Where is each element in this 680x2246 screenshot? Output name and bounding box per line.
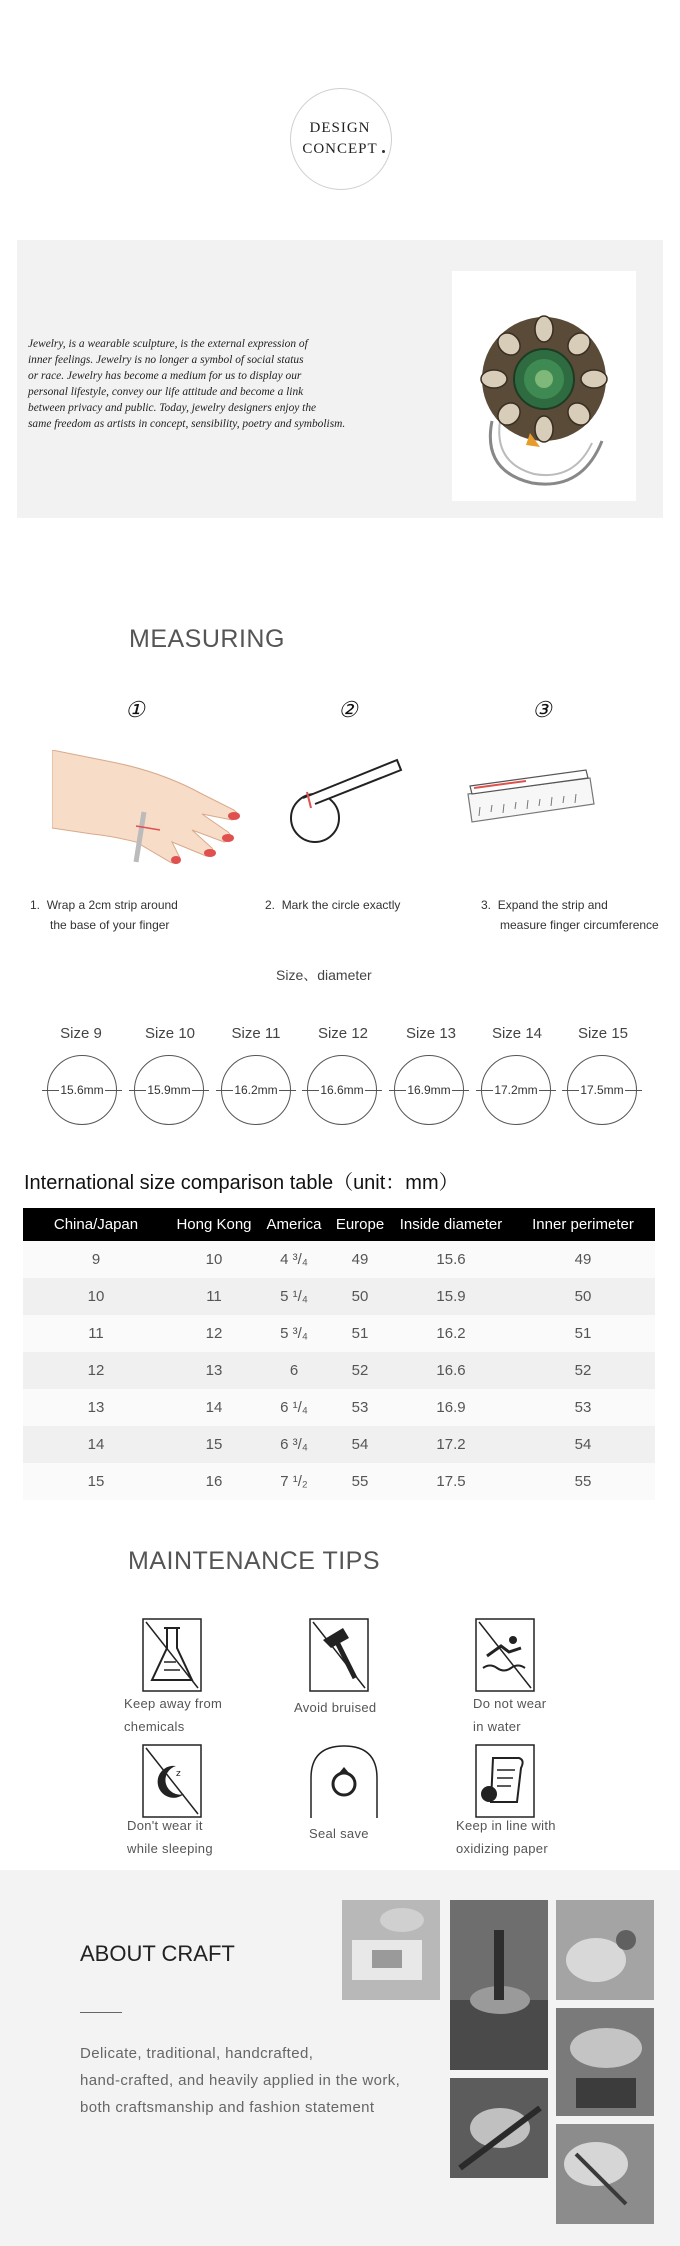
tip-line: in water bbox=[473, 1719, 521, 1734]
craft-photo bbox=[342, 1900, 440, 2000]
tip-line: Keep away from bbox=[124, 1696, 223, 1711]
ruler-illustration bbox=[466, 764, 596, 834]
table-cell: 52 bbox=[511, 1352, 655, 1389]
table-cell: 4 ³/₄ bbox=[259, 1241, 329, 1278]
table-cell: 55 bbox=[511, 1463, 655, 1500]
table-cell: 10 bbox=[23, 1278, 169, 1315]
ring-sketch-image bbox=[452, 271, 636, 501]
column-header: Europe bbox=[329, 1208, 391, 1241]
table-cell: 16.6 bbox=[391, 1352, 511, 1389]
table-cell: 17.5 bbox=[391, 1463, 511, 1500]
table-cell: 54 bbox=[511, 1426, 655, 1463]
hammer-icon bbox=[309, 1618, 369, 1692]
size-comparison-table bbox=[23, 1208, 655, 1500]
tip-label bbox=[294, 1696, 376, 1719]
table-cell: 50 bbox=[329, 1278, 391, 1315]
table-cell: 13 bbox=[169, 1352, 259, 1389]
tip-line: Do not wear bbox=[473, 1696, 547, 1711]
step-caption-1 bbox=[30, 895, 178, 935]
step-1-line2: the base of your finger bbox=[50, 918, 170, 932]
size-circle bbox=[134, 1055, 204, 1125]
step-marker-3: ③ bbox=[532, 697, 552, 722]
step-num-1: 1. bbox=[30, 898, 41, 912]
size-diameter: 15.9mm bbox=[147, 1083, 191, 1097]
design-concept-line2: CONCEPT bbox=[302, 141, 378, 157]
table-cell: 49 bbox=[329, 1241, 391, 1278]
table-cell: 11 bbox=[169, 1278, 259, 1315]
table-row bbox=[23, 1278, 655, 1315]
jewelry-text-line: inner feelings. Jewelry is no longer a symbol of social status bbox=[28, 354, 304, 366]
jewelry-text-line: between privacy and public. Today, jewelry designers enjoy the bbox=[28, 402, 317, 414]
step-num-2: 2. bbox=[265, 898, 276, 912]
maintenance-title: MAINTENANCE TIPS bbox=[128, 1547, 381, 1575]
column-header: China/Japan bbox=[23, 1208, 169, 1241]
table-header-row bbox=[23, 1208, 655, 1241]
table-cell: 15.9 bbox=[391, 1278, 511, 1315]
size-label: Size 14 bbox=[491, 1025, 543, 1042]
size-diameter: 17.5mm bbox=[580, 1083, 624, 1097]
table-cell: 11 bbox=[23, 1315, 169, 1352]
column-header: Hong Kong bbox=[169, 1208, 259, 1241]
table-cell: 17.2 bbox=[391, 1426, 511, 1463]
size-diameter: 16.6mm bbox=[320, 1083, 364, 1097]
step-3-line1: Expand the strip and bbox=[497, 898, 608, 912]
sealed-ring-icon bbox=[309, 1744, 379, 1820]
tip-line: Don't wear it bbox=[127, 1818, 203, 1833]
table-cell: 14 bbox=[23, 1426, 169, 1463]
column-header: Inside diameter bbox=[391, 1208, 511, 1241]
table-cell: 10 bbox=[169, 1241, 259, 1278]
design-concept-title bbox=[290, 118, 390, 160]
table-cell: 16 bbox=[169, 1463, 259, 1500]
size-label: Size 12 bbox=[317, 1025, 369, 1042]
size-circle bbox=[394, 1055, 464, 1125]
size-diameter-label: Size、diameter bbox=[276, 967, 372, 983]
measuring-title: MEASURING bbox=[129, 625, 285, 653]
table-cell: 52 bbox=[329, 1352, 391, 1389]
step-marker-1: ① bbox=[125, 697, 145, 722]
jewelry-concept-text bbox=[28, 336, 448, 432]
dot-decoration bbox=[382, 150, 385, 153]
tip-label bbox=[309, 1822, 369, 1845]
table-cell: 9 bbox=[23, 1241, 169, 1278]
table-row bbox=[23, 1315, 655, 1352]
size-circle bbox=[47, 1055, 117, 1125]
step-caption-3 bbox=[481, 895, 659, 935]
table-cell: 50 bbox=[511, 1278, 655, 1315]
table-cell: 5 ¹/₄ bbox=[259, 1278, 329, 1315]
size-label: Size 15 bbox=[577, 1025, 629, 1042]
tip-line: Seal save bbox=[309, 1826, 369, 1841]
size-label: Size 11 bbox=[231, 1025, 281, 1042]
size-diameter: 15.6mm bbox=[60, 1083, 104, 1097]
table-cell: 54 bbox=[329, 1426, 391, 1463]
tip-label bbox=[124, 1692, 222, 1738]
jewelry-text-line: Jewelry, is a wearable sculpture, is the external expression of bbox=[28, 338, 308, 350]
table-cell: 7 ¹/₂ bbox=[259, 1463, 329, 1500]
table-cell: 15.6 bbox=[391, 1241, 511, 1278]
tip-line: Keep in line with bbox=[456, 1818, 556, 1833]
size-diameter: 16.9mm bbox=[407, 1083, 451, 1097]
craft-photo bbox=[556, 2124, 654, 2224]
jewelry-text-line: personal lifestyle, convey our life attitude and become a link bbox=[28, 386, 304, 398]
size-diameter: 17.2mm bbox=[494, 1083, 538, 1097]
size-diameter: 16.2mm bbox=[234, 1083, 278, 1097]
jewelry-text-line: or race. Jewelry has become a medium for us to display our bbox=[28, 370, 302, 382]
step-marker-2: ② bbox=[338, 697, 358, 722]
craft-line: Delicate, traditional, handcrafted, bbox=[80, 2045, 314, 2062]
step-2-line1: Mark the circle exactly bbox=[281, 898, 401, 912]
about-craft-text bbox=[80, 2040, 440, 2121]
tip-label bbox=[473, 1692, 546, 1738]
chemical-flask-icon bbox=[142, 1618, 202, 1692]
size-circle bbox=[307, 1055, 377, 1125]
table-cell: 15 bbox=[169, 1426, 259, 1463]
column-header: America bbox=[259, 1208, 329, 1241]
craft-line: both craftsmanship and fashion statement bbox=[80, 2099, 375, 2116]
swimmer-icon bbox=[475, 1618, 535, 1692]
table-cell: 6 bbox=[259, 1352, 329, 1389]
size-circle bbox=[221, 1055, 291, 1125]
craft-photo bbox=[450, 1900, 548, 2070]
tip-line: Avoid bruised bbox=[294, 1700, 377, 1715]
sleep-moon-icon bbox=[142, 1744, 202, 1818]
table-cell: 12 bbox=[23, 1352, 169, 1389]
tip-line: chemicals bbox=[124, 1719, 185, 1734]
table-cell: 16.9 bbox=[391, 1389, 511, 1426]
table-cell: 6 ³/₄ bbox=[259, 1426, 329, 1463]
table-cell: 5 ³/₄ bbox=[259, 1315, 329, 1352]
table-cell: 12 bbox=[169, 1315, 259, 1352]
tip-label bbox=[456, 1814, 556, 1860]
craft-line: hand-crafted, and heavily applied in the work, bbox=[80, 2072, 401, 2089]
table-cell: 51 bbox=[329, 1315, 391, 1352]
table-row bbox=[23, 1241, 655, 1278]
size-label: Size 10 bbox=[144, 1025, 196, 1042]
table-cell: 16.2 bbox=[391, 1315, 511, 1352]
size-table-title: International size comparison table（unit：mm） bbox=[24, 1172, 459, 1194]
tip-line: while sleeping bbox=[127, 1841, 213, 1856]
design-concept-line1: DESIGN bbox=[309, 120, 371, 136]
table-cell: 55 bbox=[329, 1463, 391, 1500]
table-cell: 6 ¹/₄ bbox=[259, 1389, 329, 1426]
step-3-line2: measure finger circumference bbox=[500, 918, 659, 932]
size-circle bbox=[481, 1055, 551, 1125]
column-header: Inner perimeter bbox=[511, 1208, 655, 1241]
step-num-3: 3. bbox=[481, 898, 492, 912]
step-1-line1: Wrap a 2cm strip around bbox=[46, 898, 178, 912]
table-cell: 51 bbox=[511, 1315, 655, 1352]
strip-loop-illustration bbox=[285, 752, 405, 852]
oxidizing-paper-icon bbox=[475, 1744, 535, 1818]
table-cell: 49 bbox=[511, 1241, 655, 1278]
step-caption-2 bbox=[265, 895, 400, 915]
table-cell: 53 bbox=[329, 1389, 391, 1426]
tip-line: oxidizing paper bbox=[456, 1841, 548, 1856]
table-cell: 13 bbox=[23, 1389, 169, 1426]
table-row bbox=[23, 1463, 655, 1500]
table-cell: 14 bbox=[169, 1389, 259, 1426]
table-row bbox=[23, 1389, 655, 1426]
craft-photo bbox=[556, 1900, 654, 2000]
tip-label bbox=[127, 1814, 213, 1860]
table-cell: 15 bbox=[23, 1463, 169, 1500]
craft-photo bbox=[450, 2078, 548, 2178]
svg-text:z: z bbox=[176, 1769, 181, 1779]
hand-wrap-illustration bbox=[52, 750, 242, 870]
size-circle bbox=[567, 1055, 637, 1125]
about-craft-title: ABOUT CRAFT bbox=[80, 1941, 235, 1966]
table-row bbox=[23, 1352, 655, 1389]
divider bbox=[80, 2012, 122, 2013]
table-cell: 53 bbox=[511, 1389, 655, 1426]
size-label: Size 9 bbox=[60, 1025, 102, 1042]
jewelry-text-line: same freedom as artists in concept, sensibility, poetry and symbolism. bbox=[28, 418, 346, 430]
size-label: Size 13 bbox=[405, 1025, 457, 1042]
table-row bbox=[23, 1426, 655, 1463]
craft-photo bbox=[556, 2008, 654, 2116]
